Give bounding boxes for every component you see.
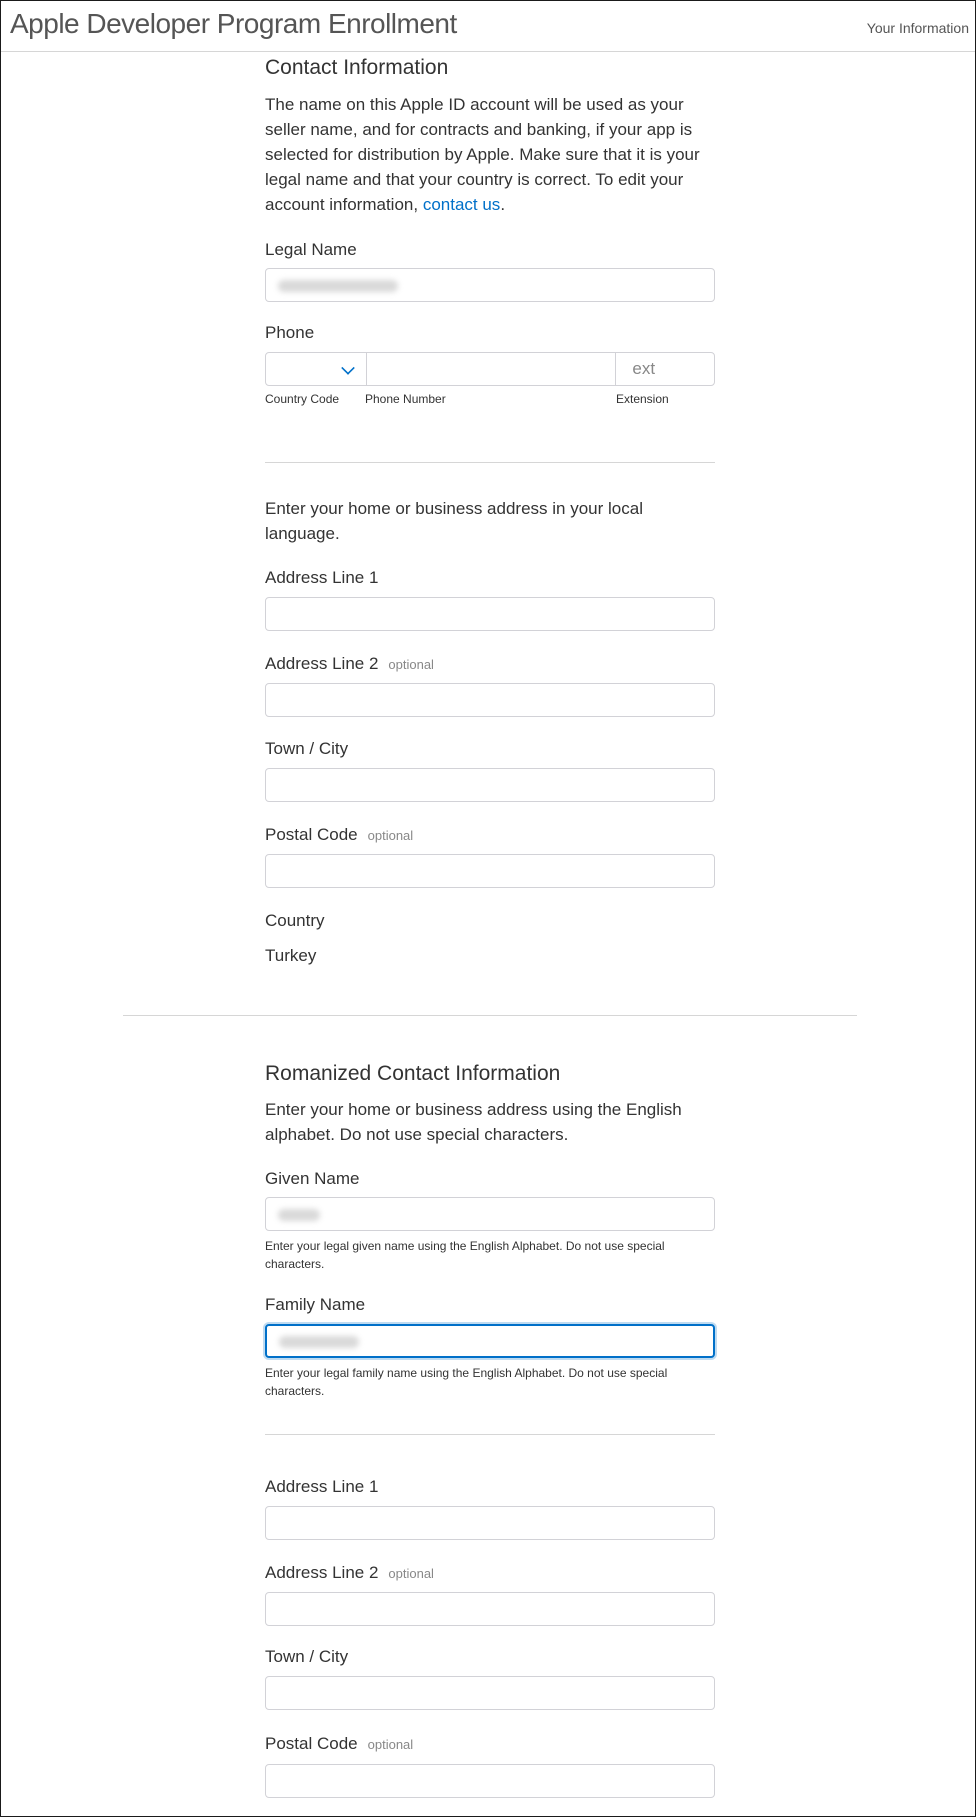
family-name-value-redacted — [279, 1336, 359, 1348]
postal-code-input[interactable] — [265, 854, 715, 888]
step-label: Your Information — [866, 20, 969, 36]
romanized-postal-code-label: Postal Code optional — [265, 1734, 414, 1753]
legal-name-field[interactable] — [265, 268, 715, 302]
extension-input[interactable]: ext — [632, 359, 656, 378]
town-city-label: Town / City — [265, 739, 349, 758]
chevron-down-icon — [341, 361, 355, 375]
optional-tag: optional — [367, 1737, 414, 1752]
romanized-postal-code-input[interactable] — [265, 1764, 715, 1798]
town-city-input[interactable] — [265, 768, 715, 802]
country-value: Turkey — [265, 946, 317, 965]
contact-section — [265, 52, 715, 1012]
country-label: Country — [265, 911, 325, 930]
section-divider — [265, 1434, 715, 1435]
romanized-section-title: Romanized Contact Information — [265, 1062, 561, 1085]
contact-us-link[interactable]: contact us — [422, 195, 501, 214]
app-title: Apple Developer Program Enrollment — [10, 8, 457, 39]
romanized-address-line-2-input[interactable] — [265, 1592, 715, 1626]
contact-section-title: Contact Information — [265, 56, 449, 79]
romanized-address-line-1-label: Address Line 1 — [265, 1477, 379, 1496]
family-name-label: Family Name — [265, 1295, 366, 1314]
phone-number-caption: Phone Number — [365, 392, 446, 406]
contact-intro: The name on this Apple ID account will be used as your seller name, and for contracts and banking, if your app is selected for distribution by Apple. Make sure that it is your legal name and that your country is correct. To edit your account information, contact us. — [265, 95, 700, 214]
family-name-hint: Enter your legal family name using the English Alphabet. Do not use special characters. — [265, 1366, 668, 1398]
romanized-intro: Enter your home or business address using the English alphabet. Do not use special characters. — [265, 1100, 682, 1144]
address-line-1-input[interactable] — [265, 597, 715, 631]
phone-number-input[interactable] — [367, 353, 617, 385]
extension-caption: Extension — [616, 392, 669, 406]
major-section-divider — [123, 1015, 857, 1016]
top-bar — [1, 1, 975, 52]
optional-tag: optional — [388, 657, 434, 672]
optional-tag: optional — [367, 828, 414, 843]
address-line-2-input[interactable] — [265, 683, 715, 717]
postal-code-label: Postal Code optional — [265, 825, 414, 844]
section-divider — [265, 462, 715, 463]
romanized-address-line-1-input[interactable] — [265, 1506, 715, 1540]
romanized-address-line-2-label: Address Line 2 optional — [265, 1563, 434, 1582]
country-code-caption: Country Code — [265, 392, 340, 406]
phone-label: Phone — [265, 323, 315, 342]
romanized-section — [265, 1054, 715, 1814]
optional-tag: optional — [388, 1566, 434, 1581]
address-line-1-label: Address Line 1 — [265, 568, 379, 587]
address-intro: Enter your home or business address in your local language. — [265, 499, 643, 543]
address-line-2-label: Address Line 2 optional — [265, 654, 434, 673]
given-name-field[interactable] — [265, 1197, 715, 1231]
legal-name-label: Legal Name — [265, 240, 357, 259]
phone-input-group — [265, 352, 715, 386]
legal-name-value-redacted — [278, 280, 398, 292]
romanized-town-city-input[interactable] — [265, 1676, 715, 1710]
phone-sub-labels — [265, 386, 715, 406]
given-name-hint: Enter your legal given name using the English Alphabet. Do not use special characters. — [265, 1239, 665, 1271]
given-name-value-redacted — [278, 1209, 320, 1221]
family-name-field[interactable] — [265, 1324, 715, 1358]
given-name-label: Given Name — [265, 1169, 360, 1188]
country-code-select[interactable] — [266, 353, 367, 385]
romanized-town-city-label: Town / City — [265, 1647, 349, 1666]
